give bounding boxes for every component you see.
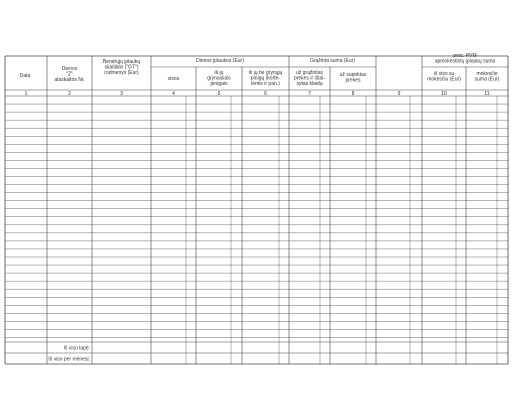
header-for-returned-goods-line-1: prekes ir ištai- <box>293 75 326 82</box>
column-number-10: 10 <box>441 90 447 97</box>
header-for-returned-goods-line-0: už grąžintas <box>296 70 323 76</box>
header-for-purchased-goods-line-1: prekes <box>345 77 361 84</box>
column-number-2: 2 <box>68 90 71 97</box>
header-tax-amount-line-1: suma (Eur) <box>474 76 500 83</box>
header-total-receipts-line-1: skaitiklio ("GT") <box>104 64 139 71</box>
header-incl-cash-line-0: iš jų <box>214 70 224 76</box>
header-incl-noncash-line-1: pinigų (korte- <box>250 75 281 82</box>
column-number-9: 9 <box>397 90 401 97</box>
header-for-purchased-goods-line-0: už supirktas <box>339 72 367 78</box>
header-incl-noncash-line-0: iš jų be grynųjų <box>248 70 283 76</box>
header-incl-noncash-line-2: lėmis ir pan.) <box>251 81 280 88</box>
header-z-report-line-0: Dienos <box>61 66 78 72</box>
column-number-5: 5 <box>217 90 221 97</box>
column-number-7: 7 <box>308 90 311 97</box>
header-returned-group: Grąžinta suma (Eur) <box>309 58 356 64</box>
column-number-4: 4 <box>172 90 175 97</box>
header-incl-vat-line-0: iš viso su <box>433 71 455 77</box>
header-incl-vat-line-1: mokesčiu (Eur) <box>427 76 461 83</box>
footer-month-total: Iš viso per mėnesį: <box>48 356 90 363</box>
ledger-grid <box>5 56 508 364</box>
header-incl-cash-line-2: pinigais <box>210 81 228 88</box>
header-total: visos <box>167 76 180 82</box>
header-z-report-line-2: ataskaitos Nr. <box>54 77 85 84</box>
header-for-returned-goods-line-2: sytas klaidų <box>296 81 323 88</box>
column-number-6: 6 <box>264 90 267 97</box>
header-total-receipts-line-2: rodmenys (Eur) <box>104 70 139 77</box>
header-vat-group-line-0: proc. PVM <box>453 53 477 59</box>
column-number-11: 11 <box>484 90 490 97</box>
header-daily-receipts-group: Dienos įplaukos (Eur) <box>196 58 244 64</box>
column-number-3: 3 <box>120 90 123 97</box>
header-incl-cash-line-1: grynaisiais <box>207 75 231 82</box>
header-date: Data <box>19 73 31 79</box>
header-total-receipts-line-0: Bendrųjų įplaukų <box>102 59 141 65</box>
column-number-8: 8 <box>351 90 355 97</box>
header-z-report-line-1: "Z" <box>66 71 73 78</box>
footer-page-total: Iš viso lape: <box>63 345 90 352</box>
column-number-1: 1 <box>24 90 28 97</box>
header-tax-amount-line-0: mokesčio <box>476 71 498 77</box>
header-vat-group-line-1: apmokestintų įplaukų suma <box>434 58 496 65</box>
